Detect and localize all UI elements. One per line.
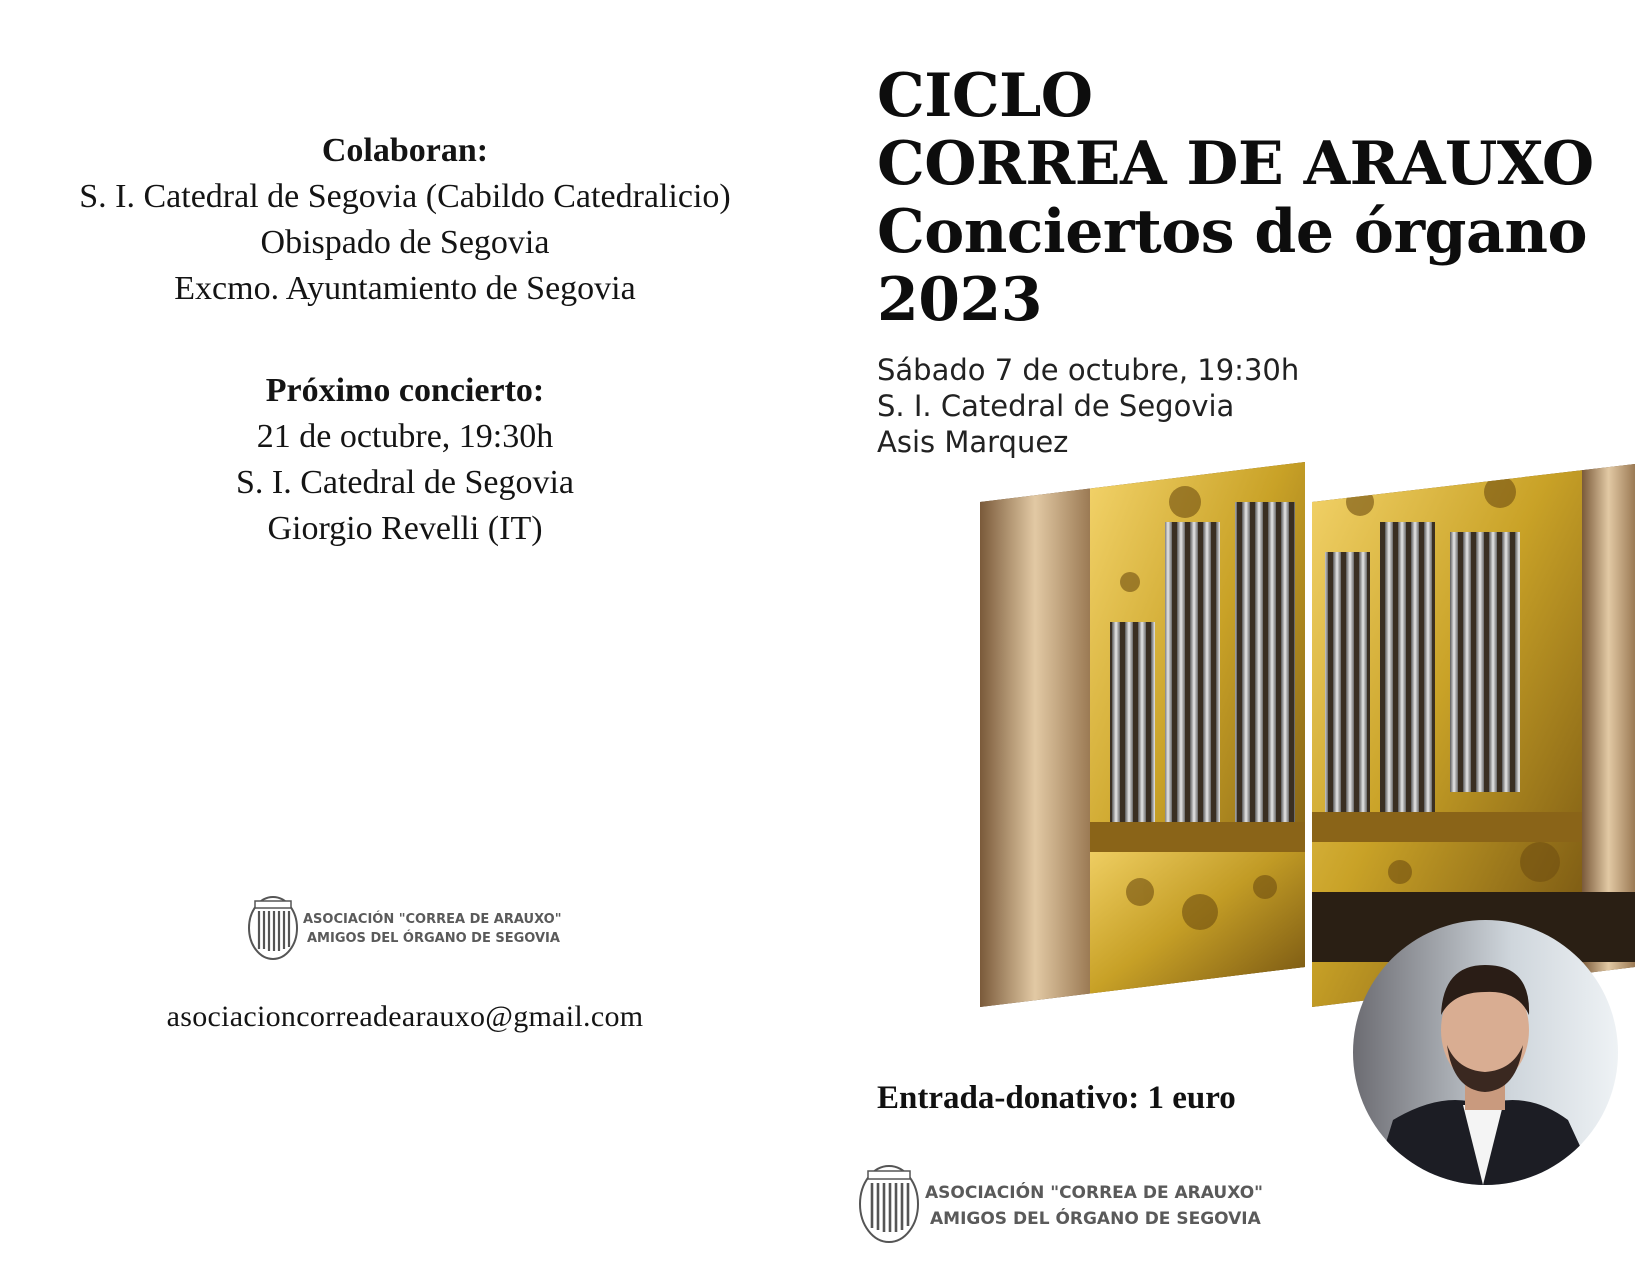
collaborator-cathedral: S. I. Catedral de Segovia (Cabildo Catedralicio): [79, 178, 731, 215]
next-concert-date: 21 de octubre, 19:30h: [256, 418, 554, 455]
title-line-1: CICLO: [877, 61, 1093, 131]
title-line-4: 2023: [877, 265, 1042, 335]
next-concert-heading: Próximo concierto:: [265, 372, 545, 409]
logo-right-line2: AMIGOS DEL ÓRGANO DE SEGOVIA: [930, 1209, 1261, 1229]
collaborator-city-council: Excmo. Ayuntamiento de Segovia: [174, 270, 636, 307]
collaborators-section: [0, 128, 810, 312]
performer-portrait: [1353, 920, 1618, 1185]
logo-left-line1: ASOCIACIÓN "CORREA DE ARAUXO": [303, 912, 562, 927]
next-concert-section: [0, 368, 810, 552]
event-details: [877, 352, 1477, 460]
organ-emblem-icon: [249, 897, 297, 959]
association-logo-left: [245, 893, 565, 963]
next-concert-venue: S. I. Catedral de Segovia: [235, 464, 575, 501]
cycle-title: [877, 62, 1637, 334]
logo-left-line2: AMIGOS DEL ÓRGANO DE SEGOVIA: [307, 931, 560, 946]
event-date: Sábado 7 de octubre, 19:30h: [877, 353, 1300, 387]
collaborator-bishopric: Obispado de Segovia: [260, 224, 550, 261]
title-line-2: CORREA DE ARAUXO: [877, 129, 1594, 199]
organ-emblem-icon: [860, 1166, 918, 1242]
logo-right-line1: ASOCIACIÓN "CORREA DE ARAUXO": [925, 1183, 1263, 1203]
event-performer: Asis Marquez: [877, 425, 1069, 459]
left-panel: [0, 0, 810, 1275]
title-line-3: Conciertos de órgano: [877, 197, 1588, 267]
event-venue: S. I. Catedral de Segovia: [877, 389, 1235, 423]
next-concert-performer: Giorgio Revelli (IT): [267, 510, 543, 547]
collaborators-heading: Colaboran:: [321, 132, 489, 169]
donation-info: Entrada-donativo: 1 euro: [877, 1080, 1236, 1116]
contact-email[interactable]: asociacioncorreadearauxo@gmail.com: [166, 1000, 644, 1033]
association-logo-right: [855, 1162, 1285, 1246]
